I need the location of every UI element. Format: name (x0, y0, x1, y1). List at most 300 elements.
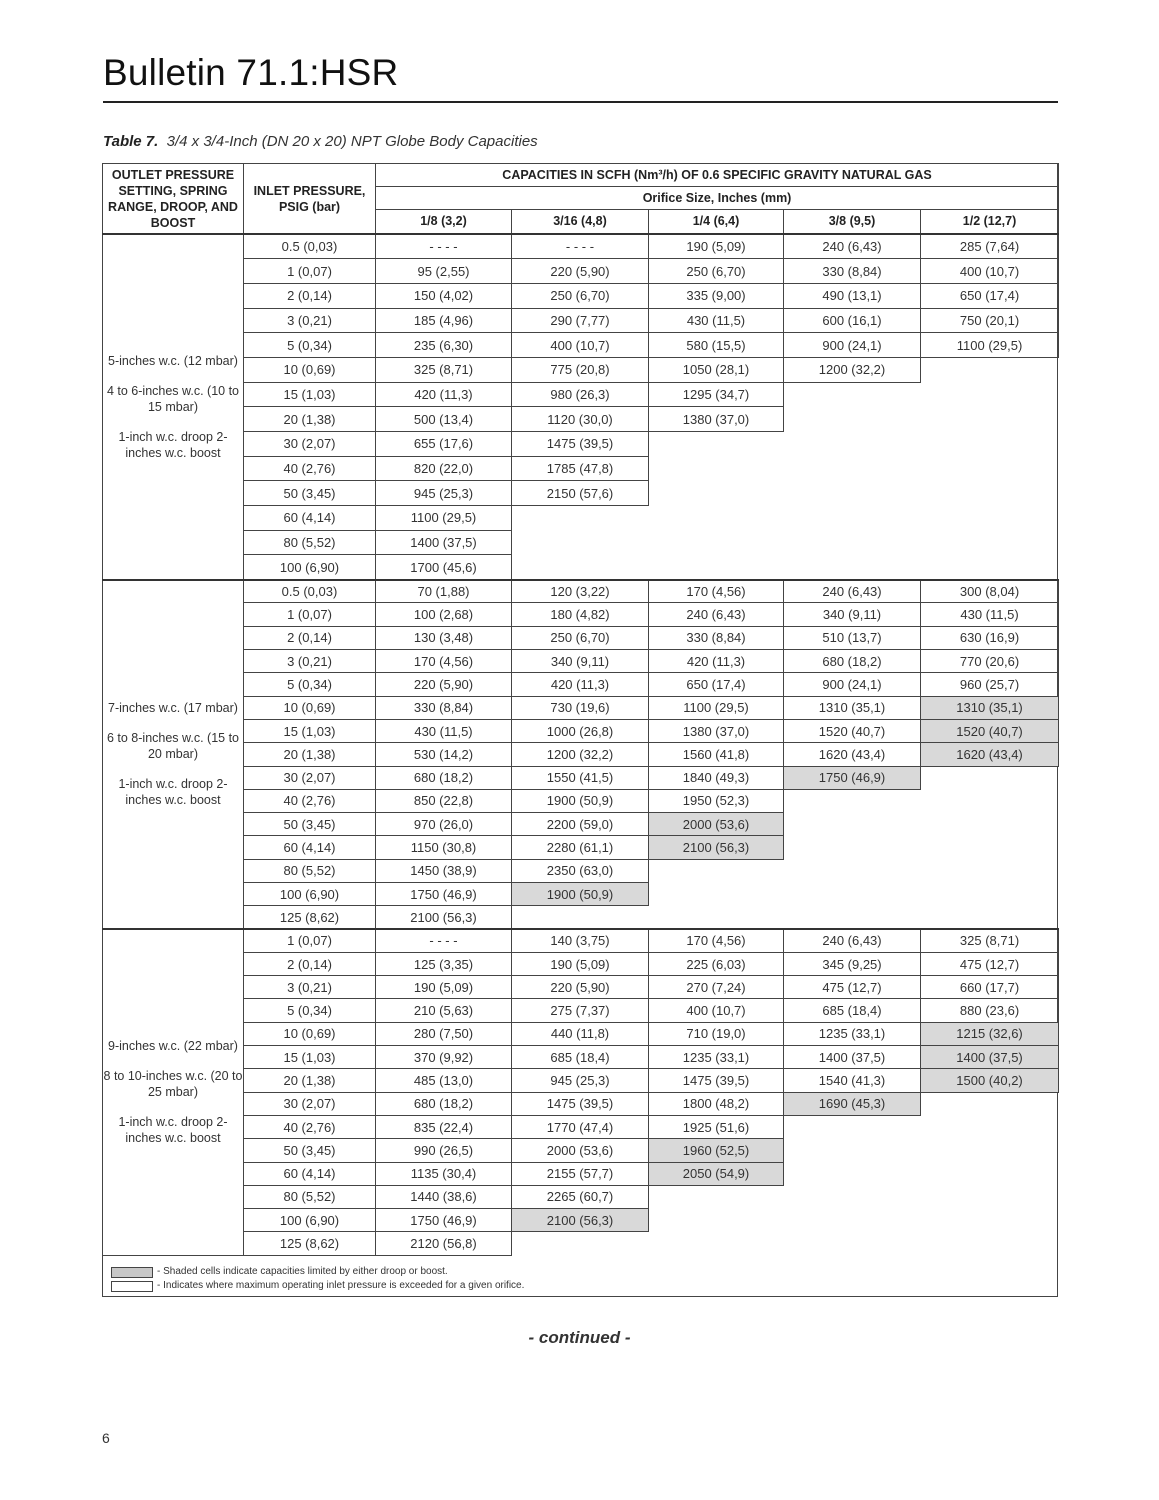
capacity-cell: 1235 (33,1) (649, 1046, 784, 1069)
empty-cell (921, 481, 1059, 506)
table-row (103, 813, 1059, 836)
orifice-column-header: 3/8 (9,5) (784, 210, 921, 235)
empty-cell (921, 836, 1059, 859)
empty-cell (512, 530, 649, 555)
empty-cell (512, 1232, 649, 1255)
empty-cell (649, 456, 784, 481)
capacity-cell: 1215 (32,6) (921, 1022, 1059, 1045)
capacity-cell: 300 (8,04) (921, 580, 1059, 603)
empty-cell (784, 555, 921, 580)
capacity-cell: 235 (6,30) (376, 333, 512, 358)
inlet-pressure-cell: 100 (6,90) (244, 882, 376, 905)
inlet-pressure-cell: 15 (1,03) (244, 1046, 376, 1069)
inlet-pressure-cell: 3 (0,21) (244, 650, 376, 673)
table-row (103, 626, 1059, 649)
capacities-table-body (103, 234, 1059, 1255)
table-row (103, 530, 1059, 555)
inlet-pressure-cell: 0.5 (0,03) (244, 234, 376, 259)
empty-cell (649, 882, 784, 905)
capacity-cell: 1050 (28,1) (649, 357, 784, 382)
inlet-pressure-cell: 80 (5,52) (244, 1185, 376, 1208)
capacity-cell: 70 (1,88) (376, 580, 512, 603)
inlet-pressure-cell: 60 (4,14) (244, 1162, 376, 1185)
capacity-cell: 330 (8,84) (376, 696, 512, 719)
bulletin-title: Bulletin 71.1:HSR (103, 52, 399, 93)
capacity-cell: 730 (19,6) (512, 696, 649, 719)
inlet-pressure-cell: 60 (4,14) (244, 506, 376, 531)
capacity-cell: 475 (12,7) (921, 952, 1059, 975)
capacity-cell: 1440 (38,6) (376, 1185, 512, 1208)
inlet-pressure-cell: 40 (2,76) (244, 456, 376, 481)
capacity-cell: 1200 (32,2) (784, 357, 921, 382)
capacity-cell: 210 (5,63) (376, 999, 512, 1022)
capacity-cell: 170 (4,56) (649, 580, 784, 603)
capacity-cell: 900 (24,1) (784, 673, 921, 696)
inlet-pressure-header: INLET PRESSURE, PSIG (bar) (244, 164, 376, 235)
capacity-cell: 1100 (29,5) (649, 696, 784, 719)
inlet-pressure-cell: 100 (6,90) (244, 555, 376, 580)
table-caption (103, 133, 538, 150)
inlet-pressure-cell: 1 (0,07) (244, 603, 376, 626)
empty-cell (921, 506, 1059, 531)
capacity-cell: 500 (13,4) (376, 407, 512, 432)
empty-cell (649, 555, 784, 580)
capacity-cell: 945 (25,3) (376, 481, 512, 506)
capacity-cell: 1150 (30,8) (376, 836, 512, 859)
table-row (103, 743, 1059, 766)
title-rule (103, 101, 1058, 103)
capacity-cell: 1475 (39,5) (512, 1092, 649, 1115)
legend-shaded-swatch (111, 1267, 153, 1278)
capacity-cell: 1960 (52,5) (649, 1139, 784, 1162)
group-label-line: 6 to 8-inches w.c. (15 to 20 mbar) (106, 731, 239, 762)
empty-cell (921, 813, 1059, 836)
table-row (103, 1046, 1059, 1069)
empty-cell (921, 1092, 1059, 1115)
capacity-cell: 1500 (40,2) (921, 1069, 1059, 1092)
table-row (103, 506, 1059, 531)
capacity-cell: 1900 (50,9) (512, 882, 649, 905)
capacity-cell: 530 (14,2) (376, 743, 512, 766)
inlet-pressure-cell: 0.5 (0,03) (244, 580, 376, 603)
empty-cell (921, 456, 1059, 481)
capacity-cell: 220 (5,90) (376, 673, 512, 696)
capacity-cell: 1200 (32,2) (512, 743, 649, 766)
inlet-pressure-cell: 80 (5,52) (244, 530, 376, 555)
capacity-cell: 1100 (29,5) (921, 333, 1059, 358)
legend-shaded-text: - Shaded cells indicate capacities limited by either droop or boost. (157, 1266, 448, 1277)
empty-cell (649, 432, 784, 457)
table-row (103, 308, 1059, 333)
table-row (103, 719, 1059, 742)
group-label-line: 8 to 10-inches w.c. (20 to 25 mbar) (103, 1069, 243, 1100)
capacity-cell: 1380 (37,0) (649, 719, 784, 742)
inlet-pressure-cell: 5 (0,34) (244, 999, 376, 1022)
capacity-cell: 510 (13,7) (784, 626, 921, 649)
empty-cell (784, 1139, 921, 1162)
orifice-column-header: 1/4 (6,4) (649, 210, 784, 235)
capacity-cell: 190 (5,09) (376, 976, 512, 999)
capacity-cell: 170 (4,56) (649, 929, 784, 952)
capacity-cell: 1690 (45,3) (784, 1092, 921, 1115)
capacity-cell: 150 (4,02) (376, 283, 512, 308)
table-row (103, 382, 1059, 407)
inlet-pressure-cell: 5 (0,34) (244, 673, 376, 696)
inlet-pressure-cell: 1 (0,07) (244, 929, 376, 952)
capacity-cell: 100 (2,68) (376, 603, 512, 626)
capacity-cell: 770 (20,6) (921, 650, 1059, 673)
empty-cell (784, 813, 921, 836)
empty-cell (921, 555, 1059, 580)
capacity-cell: 125 (3,35) (376, 952, 512, 975)
capacity-cell: 1400 (37,5) (921, 1046, 1059, 1069)
capacity-cell: 945 (25,3) (512, 1069, 649, 1092)
capacity-cell: 650 (17,4) (649, 673, 784, 696)
group-label-line: 1-inch w.c. droop 2-inches w.c. boost (118, 429, 228, 460)
inlet-pressure-cell: 2 (0,14) (244, 283, 376, 308)
capacity-cell: 2120 (56,8) (376, 1232, 512, 1255)
capacity-cell: 1925 (51,6) (649, 1115, 784, 1138)
empty-cell (784, 432, 921, 457)
capacities-table (102, 163, 1059, 1256)
empty-cell (921, 530, 1059, 555)
table-row (103, 789, 1059, 812)
capacity-cell: 2265 (60,7) (512, 1185, 649, 1208)
capacity-cell: 420 (11,3) (376, 382, 512, 407)
capacity-cell: 325 (8,71) (376, 357, 512, 382)
empty-cell (921, 1139, 1059, 1162)
empty-cell (784, 1232, 921, 1255)
capacity-cell: 270 (7,24) (649, 976, 784, 999)
capacity-cell: 980 (26,3) (512, 382, 649, 407)
capacity-cell: 655 (17,6) (376, 432, 512, 457)
capacity-cell: 180 (4,82) (512, 603, 649, 626)
inlet-pressure-cell: 2 (0,14) (244, 952, 376, 975)
empty-cell (512, 506, 649, 531)
table-row (103, 1209, 1059, 1232)
capacity-cell: 680 (18,2) (376, 766, 512, 789)
capacity-cell: 1550 (41,5) (512, 766, 649, 789)
capacity-cell: 275 (7,37) (512, 999, 649, 1022)
capacity-cell: 400 (10,7) (921, 259, 1059, 284)
capacity-cell: 1475 (39,5) (512, 432, 649, 457)
empty-cell (649, 1185, 784, 1208)
capacity-cell: 1840 (49,3) (649, 766, 784, 789)
outlet-pressure-header: OUTLET PRESSURE SETTING, SPRING RANGE, DROOP, AND BOOST (103, 164, 244, 235)
table-row (103, 283, 1059, 308)
table-row (103, 580, 1059, 603)
capacity-cell: 1750 (46,9) (784, 766, 921, 789)
group-label-line: 1-inch w.c. droop 2-inches w.c. boost (118, 777, 228, 808)
table-row (103, 1115, 1059, 1138)
inlet-pressure-cell: 10 (0,69) (244, 1022, 376, 1045)
page-number: 6 (102, 1430, 110, 1446)
capacity-cell: 775 (20,8) (512, 357, 649, 382)
outlet-pressure-group-label (103, 580, 244, 929)
inlet-pressure-cell: 125 (8,62) (244, 906, 376, 929)
capacity-cell: 220 (5,90) (512, 976, 649, 999)
group-label-line: 1-inch w.c. droop 2-inches w.c. boost (118, 1115, 228, 1146)
table-row (103, 976, 1059, 999)
inlet-pressure-cell: 50 (3,45) (244, 813, 376, 836)
capacity-cell: 240 (6,43) (784, 929, 921, 952)
table-row (103, 1232, 1059, 1255)
capacity-cell: 440 (11,8) (512, 1022, 649, 1045)
orifice-column-header: 3/16 (4,8) (512, 210, 649, 235)
inlet-pressure-cell: 20 (1,38) (244, 407, 376, 432)
capacity-cell: 370 (9,92) (376, 1046, 512, 1069)
capacity-cell: 2100 (56,3) (376, 906, 512, 929)
table-row (103, 650, 1059, 673)
empty-cell (921, 1185, 1059, 1208)
capacity-cell: 680 (18,2) (376, 1092, 512, 1115)
empty-cell (649, 1209, 784, 1232)
capacity-cell: 1120 (30,0) (512, 407, 649, 432)
inlet-pressure-cell: 30 (2,07) (244, 432, 376, 457)
inlet-pressure-cell: 10 (0,69) (244, 696, 376, 719)
inlet-pressure-cell: 5 (0,34) (244, 333, 376, 358)
empty-cell (921, 1162, 1059, 1185)
capacity-cell: 280 (7,50) (376, 1022, 512, 1045)
capacity-cell: 600 (16,1) (784, 308, 921, 333)
capacity-cell: 400 (10,7) (649, 999, 784, 1022)
capacity-cell: 2000 (53,6) (649, 813, 784, 836)
capacity-cell: 240 (6,43) (784, 234, 921, 259)
empty-cell (649, 506, 784, 531)
capacity-cell: 2280 (61,1) (512, 836, 649, 859)
capacity-cell: 1310 (35,1) (784, 696, 921, 719)
capacity-cell: 2100 (56,3) (512, 1209, 649, 1232)
capacity-cell: 880 (23,6) (921, 999, 1059, 1022)
empty-cell (784, 1115, 921, 1138)
table-caption-text: 3/4 x 3/4-Inch (DN 20 x 20) NPT Globe Body Capacities (166, 133, 538, 150)
inlet-pressure-cell: 60 (4,14) (244, 836, 376, 859)
capacity-cell: - - - - (512, 234, 649, 259)
capacity-cell: 475 (12,7) (784, 976, 921, 999)
inlet-pressure-cell: 100 (6,90) (244, 1209, 376, 1232)
capacity-cell: 1380 (37,0) (649, 407, 784, 432)
orifice-column-header: 1/8 (3,2) (376, 210, 512, 235)
capacity-cell: 2100 (56,3) (649, 836, 784, 859)
table-row (103, 929, 1059, 952)
inlet-pressure-cell: 3 (0,21) (244, 976, 376, 999)
legend-blank-text: - Indicates where maximum operating inlet pressure is exceeded for a given orifice. (157, 1280, 525, 1291)
capacity-cell: 130 (3,48) (376, 626, 512, 649)
empty-cell (784, 882, 921, 905)
capacity-cell: 430 (11,5) (376, 719, 512, 742)
capacity-cell: 1540 (41,3) (784, 1069, 921, 1092)
inlet-pressure-cell: 125 (8,62) (244, 1232, 376, 1255)
capacities-header: CAPACITIES IN SCFH (Nm³/h) OF 0.6 SPECIFIC GRAVITY NATURAL GAS (376, 164, 1059, 187)
legend-row-shaded (111, 1265, 524, 1279)
inlet-pressure-cell: 40 (2,76) (244, 789, 376, 812)
table-row (103, 906, 1059, 929)
empty-cell (649, 906, 784, 929)
inlet-pressure-cell: 2 (0,14) (244, 626, 376, 649)
capacity-cell: 490 (13,1) (784, 283, 921, 308)
table-legend (111, 1265, 524, 1293)
capacity-cell: 630 (16,9) (921, 626, 1059, 649)
empty-cell (649, 859, 784, 882)
capacity-cell: 2155 (57,7) (512, 1162, 649, 1185)
capacity-cell: 290 (7,77) (512, 308, 649, 333)
table-caption-label: Table 7. (103, 133, 159, 150)
capacity-cell: 345 (9,25) (784, 952, 921, 975)
capacity-cell: 400 (10,7) (512, 333, 649, 358)
empty-cell (649, 1232, 784, 1255)
empty-cell (784, 506, 921, 531)
inlet-pressure-cell: 20 (1,38) (244, 743, 376, 766)
inlet-pressure-cell: 80 (5,52) (244, 859, 376, 882)
capacity-cell: 225 (6,03) (649, 952, 784, 975)
capacity-cell: 1520 (40,7) (784, 719, 921, 742)
table-row (103, 1069, 1059, 1092)
table-row (103, 673, 1059, 696)
table-row (103, 836, 1059, 859)
capacity-cell: 240 (6,43) (649, 603, 784, 626)
inlet-pressure-cell: 30 (2,07) (244, 1092, 376, 1115)
table-row (103, 456, 1059, 481)
capacity-cell: 335 (9,00) (649, 283, 784, 308)
table-row (103, 952, 1059, 975)
capacity-cell: 2150 (57,6) (512, 481, 649, 506)
capacity-cell: 1750 (46,9) (376, 882, 512, 905)
capacity-cell: 1475 (39,5) (649, 1069, 784, 1092)
capacity-cell: 485 (13,0) (376, 1069, 512, 1092)
capacity-cell: 970 (26,0) (376, 813, 512, 836)
group-label-line: 4 to 6-inches w.c. (10 to 15 mbar) (106, 383, 239, 414)
capacity-cell: - - - - (376, 234, 512, 259)
empty-cell (512, 555, 649, 580)
outlet-pressure-group-label (103, 929, 244, 1255)
empty-cell (921, 882, 1059, 905)
inlet-pressure-cell: 15 (1,03) (244, 382, 376, 407)
capacity-cell: 660 (17,7) (921, 976, 1059, 999)
empty-cell (784, 1162, 921, 1185)
capacity-cell: 220 (5,90) (512, 259, 649, 284)
capacity-cell: 1100 (29,5) (376, 506, 512, 531)
empty-cell (784, 407, 921, 432)
group-label-line: 7-inches w.c. (17 mbar) (108, 701, 238, 716)
capacity-cell: 1135 (30,4) (376, 1162, 512, 1185)
capacity-cell: 340 (9,11) (512, 650, 649, 673)
capacity-cell: 1295 (34,7) (649, 382, 784, 407)
empty-cell (921, 407, 1059, 432)
capacity-cell: 900 (24,1) (784, 333, 921, 358)
orifice-size-header: Orifice Size, Inches (mm) (376, 187, 1059, 210)
continued-note: - continued - (528, 1328, 631, 1347)
capacity-cell: 685 (18,4) (784, 999, 921, 1022)
empty-cell (921, 432, 1059, 457)
empty-cell (512, 906, 649, 929)
table-row (103, 1162, 1059, 1185)
empty-cell (784, 530, 921, 555)
legend-blank-swatch (111, 1281, 153, 1292)
empty-cell (784, 1185, 921, 1208)
capacity-cell: 2350 (63,0) (512, 859, 649, 882)
table-row (103, 481, 1059, 506)
capacity-cell: 1520 (40,7) (921, 719, 1059, 742)
table-row (103, 555, 1059, 580)
empty-cell (784, 481, 921, 506)
inlet-pressure-cell: 10 (0,69) (244, 357, 376, 382)
capacity-cell: 1800 (48,2) (649, 1092, 784, 1115)
table-row (103, 1022, 1059, 1045)
capacity-cell: 820 (22,0) (376, 456, 512, 481)
inlet-pressure-cell: 1 (0,07) (244, 259, 376, 284)
table-row (103, 859, 1059, 882)
capacity-cell: 2000 (53,6) (512, 1139, 649, 1162)
capacity-cell: 960 (25,7) (921, 673, 1059, 696)
capacity-cell: 95 (2,55) (376, 259, 512, 284)
capacity-cell: 1900 (50,9) (512, 789, 649, 812)
capacity-cell: 1770 (47,4) (512, 1115, 649, 1138)
table-row (103, 1092, 1059, 1115)
empty-cell (649, 481, 784, 506)
capacity-cell: 330 (8,84) (784, 259, 921, 284)
empty-cell (921, 1115, 1059, 1138)
inlet-pressure-cell: 50 (3,45) (244, 1139, 376, 1162)
capacity-cell: 990 (26,5) (376, 1139, 512, 1162)
table-row (103, 1185, 1059, 1208)
group-label-line: 5-inches w.c. (12 mbar) (108, 353, 238, 368)
capacity-cell: 430 (11,5) (649, 308, 784, 333)
table-row (103, 407, 1059, 432)
empty-cell (649, 530, 784, 555)
capacity-cell: 1750 (46,9) (376, 1209, 512, 1232)
empty-cell (784, 456, 921, 481)
capacity-cell: 1700 (45,6) (376, 555, 512, 580)
capacity-cell: 140 (3,75) (512, 929, 649, 952)
inlet-pressure-cell: 15 (1,03) (244, 719, 376, 742)
capacity-cell: 420 (11,3) (649, 650, 784, 673)
table-row (103, 1139, 1059, 1162)
table-row (103, 882, 1059, 905)
capacity-cell: 325 (8,71) (921, 929, 1059, 952)
capacity-cell: 1000 (26,8) (512, 719, 649, 742)
capacity-cell: 850 (22,8) (376, 789, 512, 812)
table-row (103, 259, 1059, 284)
capacity-cell: 430 (11,5) (921, 603, 1059, 626)
table-row (103, 333, 1059, 358)
inlet-pressure-cell: 50 (3,45) (244, 481, 376, 506)
capacity-cell: 185 (4,96) (376, 308, 512, 333)
capacity-cell: 1785 (47,8) (512, 456, 649, 481)
empty-cell (921, 789, 1059, 812)
capacity-cell: 2200 (59,0) (512, 813, 649, 836)
capacity-cell: 240 (6,43) (784, 580, 921, 603)
capacity-cell: 285 (7,64) (921, 234, 1059, 259)
empty-cell (784, 382, 921, 407)
empty-cell (784, 789, 921, 812)
capacity-cell: 250 (6,70) (649, 259, 784, 284)
empty-cell (921, 906, 1059, 929)
capacity-cell: 750 (20,1) (921, 308, 1059, 333)
capacity-cell: 250 (6,70) (512, 283, 649, 308)
capacity-cell: 835 (22,4) (376, 1115, 512, 1138)
table-row (103, 357, 1059, 382)
table-row (103, 696, 1059, 719)
capacity-cell: 170 (4,56) (376, 650, 512, 673)
empty-cell (784, 836, 921, 859)
group-label-line: 9-inches w.c. (22 mbar) (108, 1039, 238, 1054)
capacity-cell: 1400 (37,5) (376, 530, 512, 555)
capacity-cell: 685 (18,4) (512, 1046, 649, 1069)
empty-cell (921, 1232, 1059, 1255)
table-row (103, 999, 1059, 1022)
capacity-cell: 330 (8,84) (649, 626, 784, 649)
table-row (103, 234, 1059, 259)
